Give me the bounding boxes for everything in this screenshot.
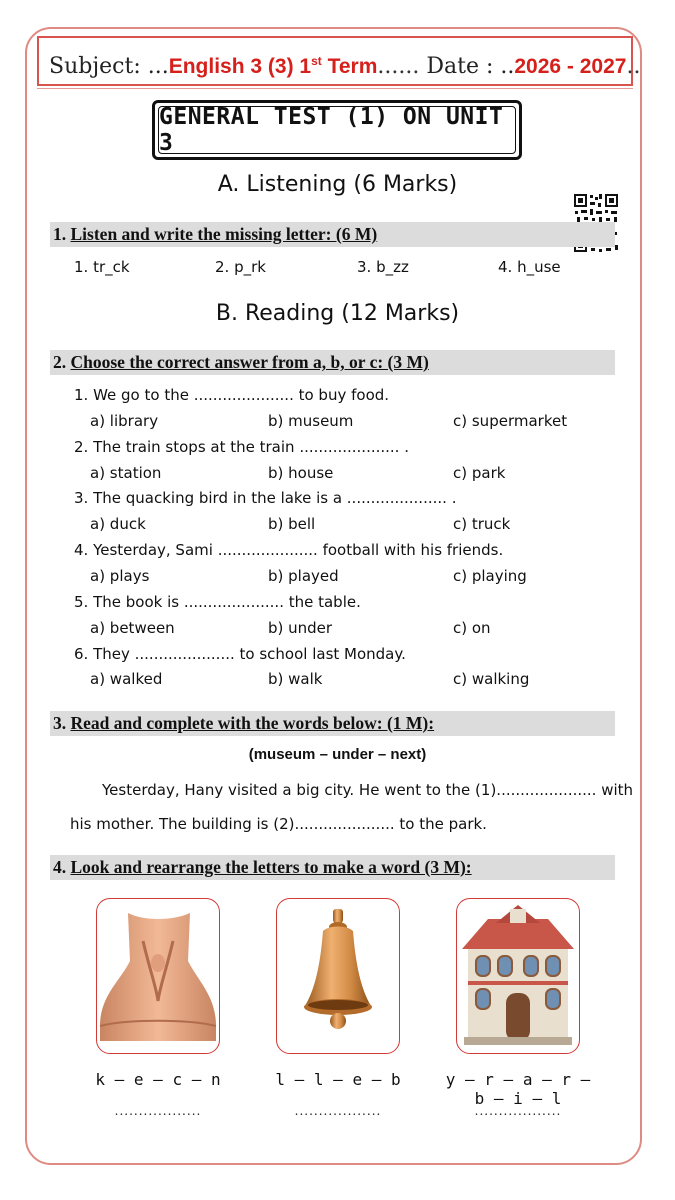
q3-paragraph-line: Yesterday, Hany visited a big city. He went to the (1)..................... with <box>102 781 634 799</box>
date-label: Date : .. <box>419 54 515 79</box>
subject-label: Subject: ... <box>49 54 169 79</box>
library-image <box>456 898 580 1054</box>
q2-option-a: a) walked <box>90 670 163 688</box>
q2-stem: 5. The book is ..................... the table. <box>74 593 361 611</box>
q2-option-b: b) under <box>268 619 333 637</box>
q2-option-c: c) playing <box>453 567 527 585</box>
q1-item: 1. tr_ck <box>74 258 130 276</box>
q3-paragraph-line: his mother. The building is (2)..................... to the park. <box>70 815 487 833</box>
q2-instruction: 2. Choose the correct answer from a, b, or c: (3 M) <box>50 350 615 375</box>
q1-instruction: 1. Listen and write the missing letter: (6 M) <box>50 222 615 247</box>
q2-stem: 2. The train stops at the train ..................... . <box>74 438 409 456</box>
subject-value: English 3 (3) 1st Term <box>168 54 378 78</box>
q2-option-b: b) walk <box>268 670 323 688</box>
neck-image <box>96 898 220 1054</box>
q4-instruction: 4. Look and rearrange the letters to make a word (3 M): <box>50 855 615 880</box>
neck-icon <box>98 901 218 1051</box>
q1-item: 2. p_rk <box>215 258 266 276</box>
q2-option-b: b) house <box>268 464 334 482</box>
scrambled-letters: k – e – c – n <box>95 1070 221 1089</box>
q2-option-a: a) duck <box>90 515 146 533</box>
subject-dots: ...... <box>377 54 420 79</box>
q1-item: 3. b_zz <box>357 258 409 276</box>
q2-option-b: b) bell <box>268 515 316 533</box>
q1-item: 4. h_use <box>498 258 561 276</box>
q2-option-c: c) truck <box>453 515 511 533</box>
q2-stem: 3. The quacking bird in the lake is a ..................... . <box>74 489 457 507</box>
q2-option-a: a) plays <box>90 567 150 585</box>
q2-stem: 4. Yesterday, Sami ..................... football with his friends. <box>74 541 504 559</box>
answer-blank: .................. <box>474 1104 562 1118</box>
q2-option-c: c) park <box>453 464 506 482</box>
q2-option-b: b) played <box>268 567 339 585</box>
q2-option-c: c) walking <box>453 670 530 688</box>
q2-stem: 1. We go to the ..................... to buy food. <box>74 386 390 404</box>
header-divider <box>37 88 633 89</box>
library-building-icon <box>458 901 578 1051</box>
bell-image <box>276 898 400 1054</box>
page-title: GENERAL TEST (1) ON UNIT 3 <box>158 106 516 154</box>
bell-icon <box>283 901 393 1051</box>
q2-option-b: b) museum <box>268 412 354 430</box>
q2-option-a: a) between <box>90 619 175 637</box>
q2-option-a: a) station <box>90 464 162 482</box>
q3-word-bank: (museum – under – next) <box>248 746 427 763</box>
q2-option-c: c) on <box>453 619 491 637</box>
answer-blank: .................. <box>114 1104 202 1118</box>
date-dots: .. <box>626 54 641 79</box>
section-b-heading: B. Reading (12 Marks) <box>215 301 460 326</box>
q2-stem: 6. They ..................... to school last Monday. <box>74 645 406 663</box>
scrambled-letters: l – l – e – b <box>275 1070 401 1089</box>
q2-option-a: a) library <box>90 412 159 430</box>
q2-option-c: c) supermarket <box>453 412 568 430</box>
header-box <box>37 36 641 86</box>
title-box <box>152 100 522 160</box>
q3-instruction: 3. Read and complete with the words below: (1 M): <box>50 711 615 736</box>
section-a-heading: A. Listening (6 Marks) <box>217 172 458 197</box>
answer-blank: .................. <box>294 1104 382 1118</box>
date-value: 2026 - 2027 <box>514 55 627 78</box>
scrambled-letters: y – r – a – r – b – i – l <box>445 1070 591 1108</box>
